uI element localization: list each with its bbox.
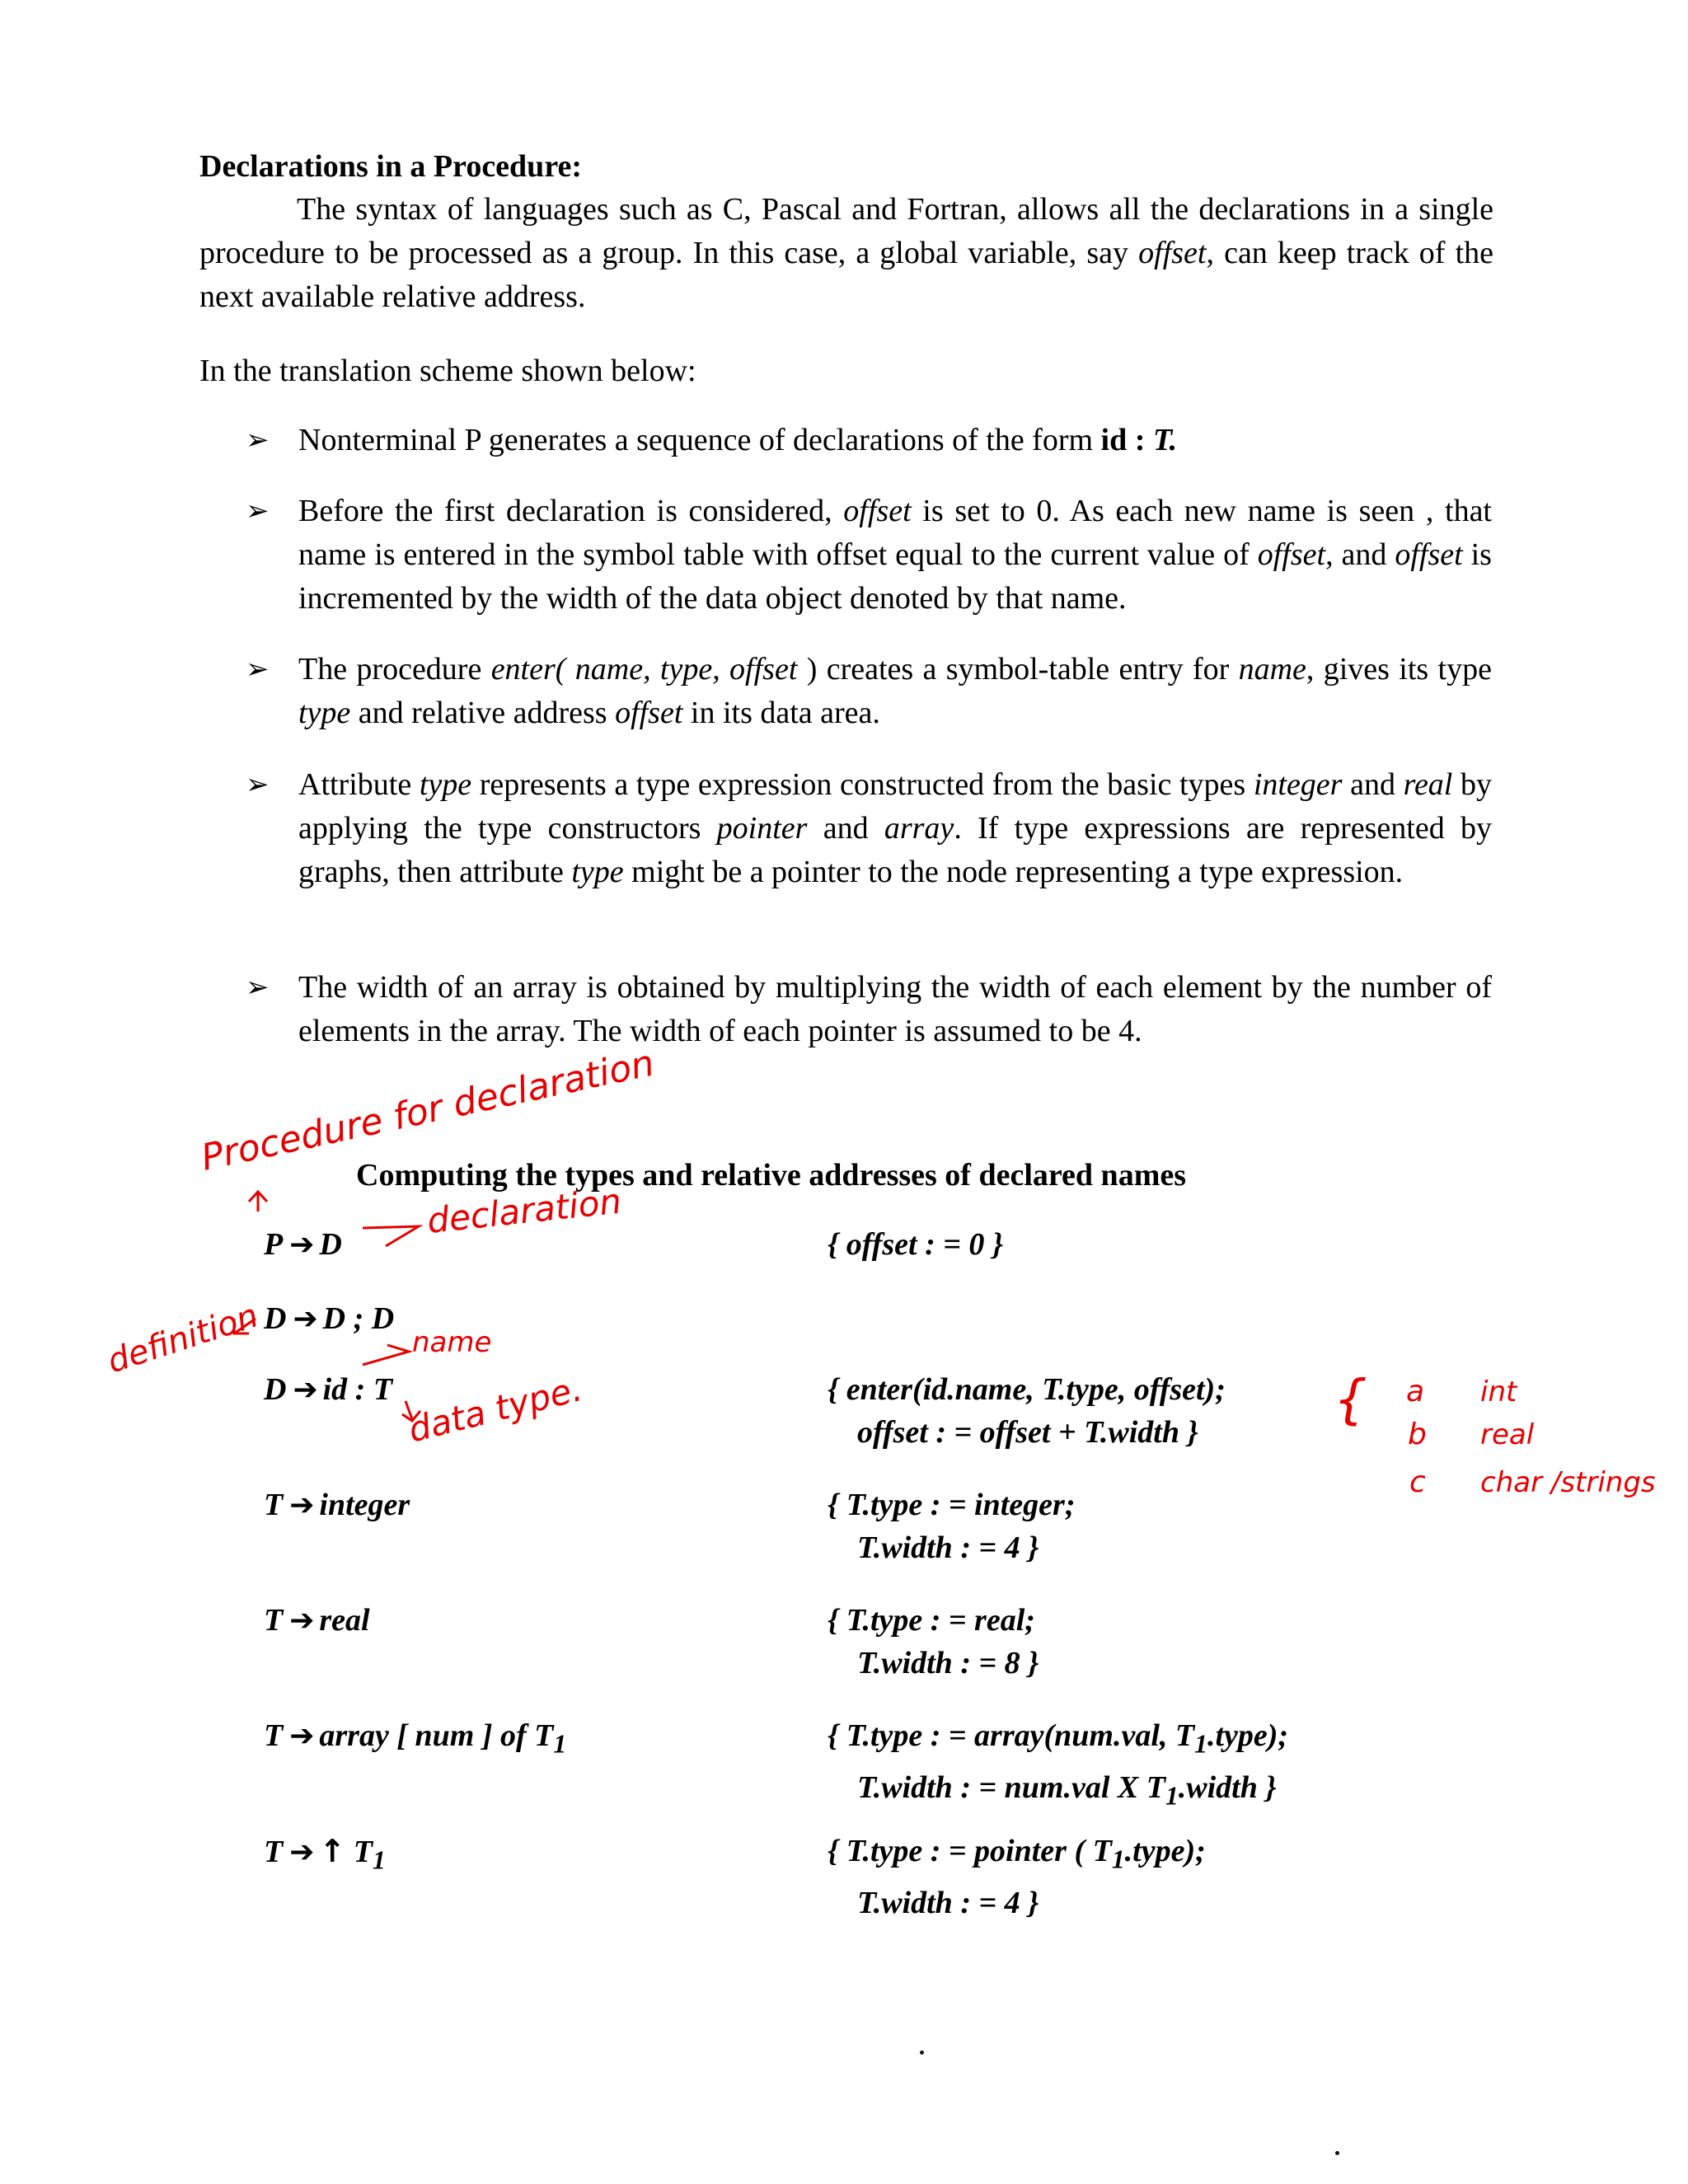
annotation-brace: { [1334,1370,1367,1431]
bullet-text-part: , gives its type [1306,652,1492,687]
paragraph-emphasis: offset [1138,236,1207,270]
production-t-array [264,1714,566,1766]
annotation-letter: c [1409,1465,1426,1499]
production-lhs: P [264,1227,284,1262]
bullet-text-part: Before the first declaration is considered, [298,494,844,528]
annotation-arrow [363,1345,409,1365]
stray-dot [920,2050,924,2055]
production-rhs: real [319,1603,370,1638]
bullet-text-part: . If type expressions are represented by graphs, then attribute [298,811,1492,889]
bullet-emphasis: array [884,811,954,846]
arrow-icon: ➔ [289,1719,315,1753]
production-lhs: T [264,1488,284,1522]
production-lhs: D [264,1372,287,1407]
bullet-text-part: by applying the type constructors [298,767,1492,846]
arrow-icon: ➔ [293,1373,318,1407]
production-lhs: D [264,1301,287,1336]
production-lhs: T [264,1835,284,1869]
arrow-icon: ➔ [289,1488,315,1522]
bullet-emphasis: name [1238,652,1306,687]
action-text: .type); [1207,1718,1289,1753]
annotation-up-arrow [249,1192,267,1212]
bullet-text [298,419,1492,462]
production-p-d [264,1223,342,1267]
annotation-kind: int [1480,1376,1517,1408]
bullet-text [298,490,1492,621]
annotation-definition: definition [102,1296,263,1381]
bullet-arrow-icon: ➢ [246,424,270,457]
bullet-text [298,763,1492,894]
action-line: { T.type : = real; [828,1603,1035,1638]
subscript: 1 [372,1845,386,1875]
bullet-text-part: ) creates a symbol-table entry for [797,652,1239,687]
bullet-bold: id : [1100,423,1153,457]
bullet-emphasis: type [419,767,472,802]
production-rhs: D [319,1227,342,1262]
production-rhs: id : T [322,1372,393,1407]
annotation-data-type: data type. [404,1368,587,1451]
bullet-text-part: Attribute [298,767,420,802]
bullet-text-part: The procedure [298,652,491,687]
bullet-text-part: is set to 0. As each new name is seen , that name is entered in the symbol table with offset equal to the current value of [298,494,1492,572]
bullet-text-part: and relative address [350,696,616,730]
bullet-text: The width of an array is obtained by multiplying the width of each element by the number of elements in the array. The width of each pointer is assumed to be 4. [298,970,1492,1048]
bullet-text-part: is incremented by the width of the data object denoted by that name. [298,537,1492,616]
subscript: 1 [553,1729,567,1759]
arrow-icon: ➔ [293,1302,318,1336]
bullet-bold-italic: T. [1152,423,1178,457]
production-t-integer [264,1483,410,1527]
production-rhs: integer [319,1488,410,1522]
bullet-arrow-icon: ➢ [246,971,270,1004]
bullet-text-part: Nonterminal P generates a sequence of declarations of the form [298,423,1101,457]
bullet-emphasis: integer [1253,767,1343,802]
bullet-text [298,648,1492,735]
annotation-letter: b [1408,1418,1427,1451]
annotation-procedure-for-declaration: Procedure for declaration [197,1042,659,1179]
annotation-arrow [234,1319,256,1333]
semantic-action [828,1599,1039,1685]
annotation-kind: char /strings [1480,1466,1656,1499]
bullet-emphasis: pointer [716,811,808,846]
paragraph-text: , can keep track of the next available relative address. [199,236,1493,314]
pointer-up-arrow-icon: ↑ [319,1833,346,1869]
heading: Declarations in a Procedure: [199,149,583,184]
bullet-emphasis: type [298,696,351,730]
subscript: 1 [1194,1729,1207,1759]
annotation-declaration: declaration [424,1180,624,1241]
bullet-arrow-icon: ➢ [246,653,270,686]
paragraph-text: The syntax of languages such as C, Pascal and Fortran, allows all the declarations in a single procedure to be processed as a group. In this case, a global variable, say [199,192,1493,270]
action-text: .width } [1178,1769,1277,1805]
action-line: T.width : = 8 } [857,1646,1039,1680]
action-line: { T.type : = integer; [828,1488,1076,1522]
bullet-emphasis: offset [1395,537,1463,572]
annotation-arrow [402,1401,420,1421]
annotation-letter: a [1406,1375,1425,1408]
bullet-text-part: and [807,811,884,846]
action-text: { T.type : = pointer ( T [828,1834,1112,1868]
bullet-arrow-icon: ➢ [246,768,270,801]
action-line [828,1766,1288,1818]
bullet-emphasis: enter( name, type, offset [490,652,798,687]
bullet-text-part: in its data area. [682,696,880,730]
arrow-icon: ➔ [289,1604,315,1638]
stray-dot [1335,2151,1339,2155]
bullet-text-part: and [1342,767,1404,802]
annotation-kind: real [1480,1418,1535,1451]
bullet-text-part: , and [1325,537,1395,572]
section-title: Computing the types and relative addresses of declared names [356,1158,1186,1193]
bullet-emphasis: type [571,855,624,889]
action-line [828,1830,1206,1882]
bullet-text-part: represents a type expression constructed from the basic types [471,767,1254,802]
production-rhs: D ; D [322,1301,395,1336]
action-text: .type); [1124,1834,1206,1868]
paragraph-intro [199,188,1493,319]
production-lhs: T [264,1718,284,1753]
production-rhs: T [353,1835,373,1869]
bullet-emphasis: offset [843,494,912,528]
production-lhs: T [264,1603,284,1638]
annotation-arrow [363,1226,419,1246]
production-d-dd [264,1297,394,1341]
arrow-icon: ➔ [289,1228,315,1262]
annotation-name: name [412,1326,492,1359]
action-line: offset : = offset + T.width } [857,1415,1198,1450]
production-d-id [264,1368,392,1412]
production-t-pointer [264,1830,386,1882]
production-rhs: array [ num ] of T [319,1718,554,1753]
action-line: { enter(id.name, T.type, offset); [828,1372,1226,1407]
semantic-action [828,1223,1003,1266]
semantic-action [828,1830,1206,1924]
subscript: 1 [1165,1781,1179,1811]
bullet-arrow-icon: ➢ [246,494,270,527]
production-t-real [264,1599,370,1643]
semantic-action [828,1368,1226,1454]
bullet-emphasis: offset [615,696,683,730]
action-line: T.width : = 4 } [857,1885,1039,1920]
action-line: { offset : = 0 } [828,1227,1004,1262]
scheme-intro: In the translation scheme shown below: [199,354,696,388]
action-line [828,1714,1288,1766]
subscript: 1 [1111,1844,1125,1874]
action-text: { T.type : = array(num.val, T [828,1718,1195,1753]
semantic-action [828,1714,1288,1817]
arrow-icon: ➔ [289,1835,315,1869]
action-text: T.width : = num.val X T [857,1769,1165,1805]
action-line: T.width : = 4 } [857,1530,1039,1565]
semantic-action [828,1483,1075,1569]
bullet-emphasis: real [1403,767,1453,802]
bullet-text-part: might be a pointer to the node representing a type expression. [623,855,1404,889]
bullet-emphasis: offset [1257,537,1326,572]
